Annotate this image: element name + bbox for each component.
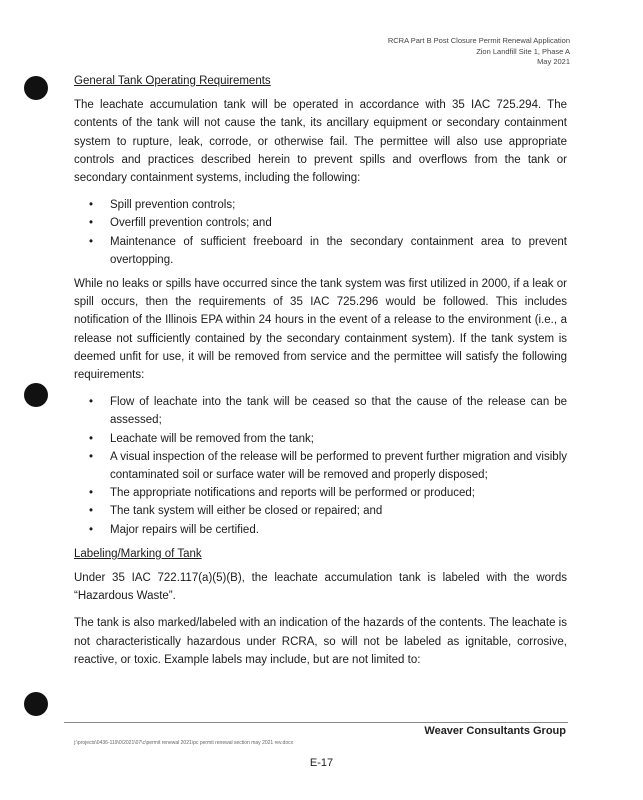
release-requirements-list [74,393,567,539]
bullet-icon: • [89,523,94,536]
punch-hole-middle [24,383,48,407]
page-body [74,72,567,678]
header-line-2: Zion Landfill Site 1, Phase A [476,46,570,56]
prevention-list [74,196,567,269]
bullet-icon: • [89,217,94,230]
bullet-icon: • [89,235,94,248]
bullet-icon: • [89,432,94,445]
section-heading-labeling: Labeling/Marking of Tank [74,547,202,560]
bullet-icon: • [89,199,94,212]
punch-hole-top [24,76,48,100]
punch-hole-bottom [24,692,48,716]
list-item: • The appropriate notifications and reports will be performed or produced; [74,484,567,502]
footer-divider [64,722,568,723]
list-item: • Flow of leachate into the tank will be ceased so that the cause of the release can be assessed; [74,393,567,429]
header-line-1: RCRA Part B Post Closure Permit Renewal Application [387,36,570,45]
bullet-icon: • [89,487,94,500]
list-item: • Major repairs will be certified. [74,521,567,539]
page-number: E-17 [309,757,334,769]
header-line-3: May 2021 [537,57,570,66]
list-item: • Maintenance of sufficient freeboard in the secondary containment area to prevent overtopping. [74,233,567,269]
list-item: • A visual inspection of the release will be performed to prevent further migration and visibly contaminated soil or surface water will be removed and properly disposed; [74,448,567,484]
footer-file-path: j:\projects\0436-119\0\2021\07\c\permit renewal 2021\pc permit renewal section may 2021 rev.docx [74,740,294,746]
list-item: • Overfill prevention controls; and [74,214,567,232]
list-item: • Spill prevention controls; [74,196,567,214]
running-header [388,36,570,68]
footer-firm-name: Weaver Consultants Group [424,725,566,737]
general-paragraph-1: The leachate accumulation tank will be operated in accordance with 35 IAC 725.294. The contents of the tank will not cause the tank, its ancillary equipment or secondary containment system to rupture, leak, corrode, or otherwise fail. The permittee will also use appropriate controls and practices described herein to prevent spills and overflows from the tank or secondary containment systems, including the following: [74,99,567,185]
bullet-icon: • [89,505,94,518]
section-heading-general: General Tank Operating Requirements [74,75,271,87]
labeling-paragraph-1: Under 35 IAC 722.117(a)(5)(B), the leachate accumulation tank is labeled with the words “Hazardous Waste”. [74,572,567,603]
general-paragraph-2: While no leaks or spills have occurred since the tank system was first utilized in 2000, if a leak or spill occurs, then the requirements of 35 IAC 725.296 would be followed. This includes notification of the Illinois EPA within 24 hours in the event of a release to the environment (i.e., a release not sufficiently contained by the secondary containment system). If the tank system is deemed unfit for use, it will be removed from service and the permittee will satisfy the following requirements: [74,278,567,382]
bullet-icon: • [89,450,94,463]
labeling-paragraph-2: The tank is also marked/labeled with an indication of the hazards of the contents. The leachate is not characteristically hazardous under RCRA, so will not be labeled as ignitable, corrosive, reactive, or toxic. Example labels may include, but are not limited to: [74,617,567,666]
bullet-icon: • [89,396,94,409]
list-item: • Leachate will be removed from the tank; [74,430,567,448]
list-item: • The tank system will either be closed or repaired; and [74,502,567,520]
